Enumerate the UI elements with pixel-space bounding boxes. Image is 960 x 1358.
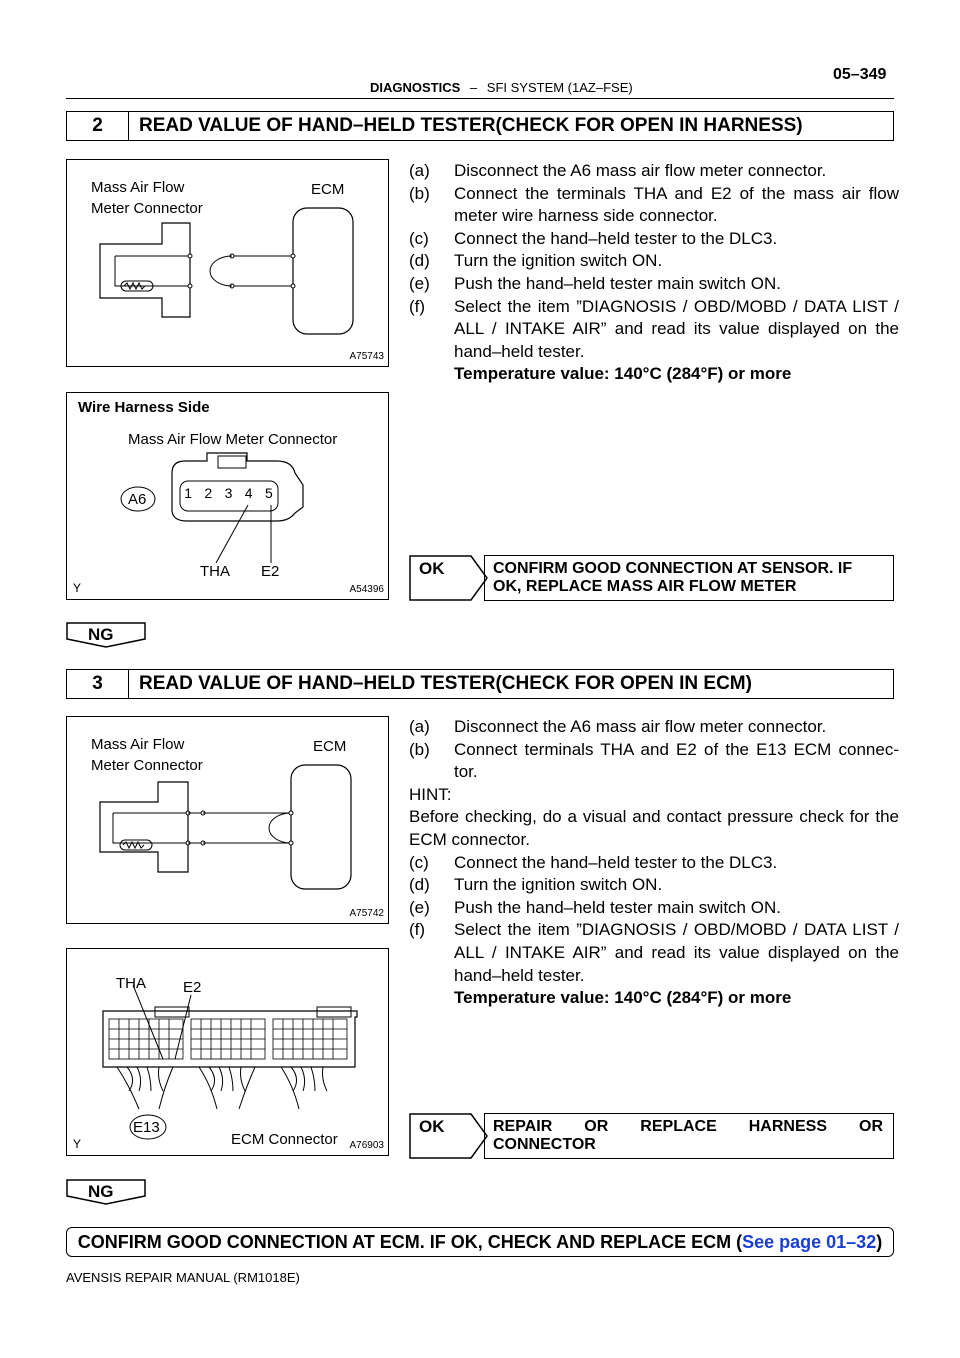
pin-e2-label: E2	[183, 979, 202, 996]
instruction-item: (e) Push the hand–held tester main switch ON.	[409, 273, 781, 293]
figure-code: A76903	[349, 1140, 384, 1151]
hint-text: Before checking, do a visual and contact pressure check for the ECM connector.	[409, 807, 899, 849]
final-close: )	[876, 1231, 883, 1252]
instruction-item: (f) Select the item ”DIAGNOSIS / OBD/MOBD / DATA LIST / ALL / INTAKE AIR” and read its value displayed on the hand–held tester.	[409, 920, 899, 985]
step-2-heading	[66, 111, 894, 141]
step-title: READ VALUE OF HAND–HELD TESTER(CHECK FOR OPEN IN ECM)	[139, 673, 752, 694]
header-rule	[66, 98, 894, 99]
connector-id: A6	[128, 491, 147, 508]
running-header	[370, 80, 633, 95]
step-number: 3	[67, 670, 129, 698]
ok-action: REPAIR OR REPLACE HARNESS OR CONNECTOR	[484, 1113, 894, 1159]
instruction-item: (f) Select the item ”DIAGNOSIS / OBD/MOBD / DATA LIST / ALL / INTAKE AIR” and read its value displayed on the hand–held tester.	[409, 296, 899, 361]
step-2-instructions	[409, 160, 899, 386]
label-connector: ECM Connector	[231, 1131, 338, 1148]
pin-tha-label: THA	[116, 975, 146, 992]
ok-label: OK	[419, 559, 445, 578]
figure-circuit-harness	[66, 159, 389, 367]
figure-code: A75743	[349, 351, 384, 362]
step-number: 2	[67, 112, 129, 140]
figure-circuit-ecm	[66, 716, 389, 924]
instruction-item: (c) Connect the hand–held tester to the DLC3.	[409, 852, 778, 872]
final-action	[66, 1227, 894, 1257]
pin-tha-label: THA	[200, 563, 230, 580]
ng-label: NG	[88, 1182, 114, 1201]
instruction-item: (b) Connect the terminals THA and E2 of the mass air flow meter wire harness side connector.	[409, 183, 899, 226]
page-number: 05–349	[833, 66, 887, 83]
ng-branch	[66, 1179, 146, 1205]
instruction-item: (b) Connect terminals THA and E2 of the E13 ECM connec- tor.	[409, 739, 899, 782]
connector-id: E13	[133, 1119, 160, 1136]
hint-label: HINT:	[409, 784, 452, 804]
circuit-diagram	[67, 160, 390, 368]
label-sensor: Mass Air Flow Meter Connector	[91, 179, 203, 217]
pin-2: 2	[204, 485, 213, 501]
instruction-item: (e) Push the hand–held tester main switch ON.	[409, 897, 781, 917]
figure-code: A75742	[349, 908, 384, 919]
label-side: Wire Harness Side	[78, 399, 210, 416]
spec-value: Temperature value: 140°C (284°F) or more	[454, 364, 792, 384]
instruction-item: (a) Disconnect the A6 mass air flow meter connector.	[409, 717, 827, 736]
step-3-instructions	[409, 716, 899, 1010]
header-separator: –	[469, 80, 478, 95]
ok-branch	[409, 555, 894, 601]
figure-code: A54396	[349, 584, 384, 595]
ok-branch	[409, 1113, 894, 1159]
step-3-heading	[66, 669, 894, 699]
instruction-item: (a) Disconnect the A6 mass air flow meter connector.	[409, 161, 827, 180]
instruction-item: (d) Turn the ignition switch ON.	[409, 251, 663, 271]
figure-connector-e13	[66, 948, 389, 1156]
instruction-item: (c) Connect the hand–held tester to the DLC3.	[409, 228, 778, 248]
ng-branch	[66, 622, 146, 648]
circuit-diagram	[67, 717, 390, 925]
pin-row	[178, 485, 279, 501]
header-section: DIAGNOSTICS	[370, 80, 461, 95]
spec-value: Temperature value: 140°C (284°F) or more	[454, 988, 792, 1008]
instruction-item: (d) Turn the ignition switch ON.	[409, 875, 663, 895]
figure-mark: Y	[73, 581, 82, 595]
header-subsection: SFI SYSTEM (1AZ–FSE)	[486, 80, 633, 95]
label-ecm: ECM	[313, 738, 347, 755]
pin-1: 1	[184, 485, 192, 501]
figure-connector-a6	[66, 392, 389, 600]
pin-e2-label: E2	[261, 563, 280, 580]
manual-footer: AVENSIS REPAIR MANUAL (RM1018E)	[66, 1270, 300, 1285]
label-sensor: Mass Air Flow Meter Connector	[91, 736, 203, 774]
label-ecm: ECM	[311, 181, 345, 198]
ok-action: CONFIRM GOOD CONNECTION AT SENSOR. IF OK, REPLACE MASS AIR FLOW METER	[484, 555, 894, 601]
final-text: CONFIRM GOOD CONNECTION AT ECM. IF OK, CHECK AND REPLACE ECM (	[77, 1231, 743, 1252]
figure-mark: Y	[73, 1137, 82, 1151]
label-connector: Mass Air Flow Meter Connector	[128, 431, 338, 448]
see-page-link[interactable]: See page 01–32	[742, 1231, 877, 1252]
pin-3: 3	[224, 485, 233, 501]
pin-5: 5	[264, 485, 273, 501]
step-title: READ VALUE OF HAND–HELD TESTER(CHECK FOR OPEN IN HARNESS)	[139, 115, 803, 136]
ok-label: OK	[419, 1117, 445, 1136]
pin-4: 4	[244, 485, 253, 501]
ng-label: NG	[88, 625, 114, 644]
